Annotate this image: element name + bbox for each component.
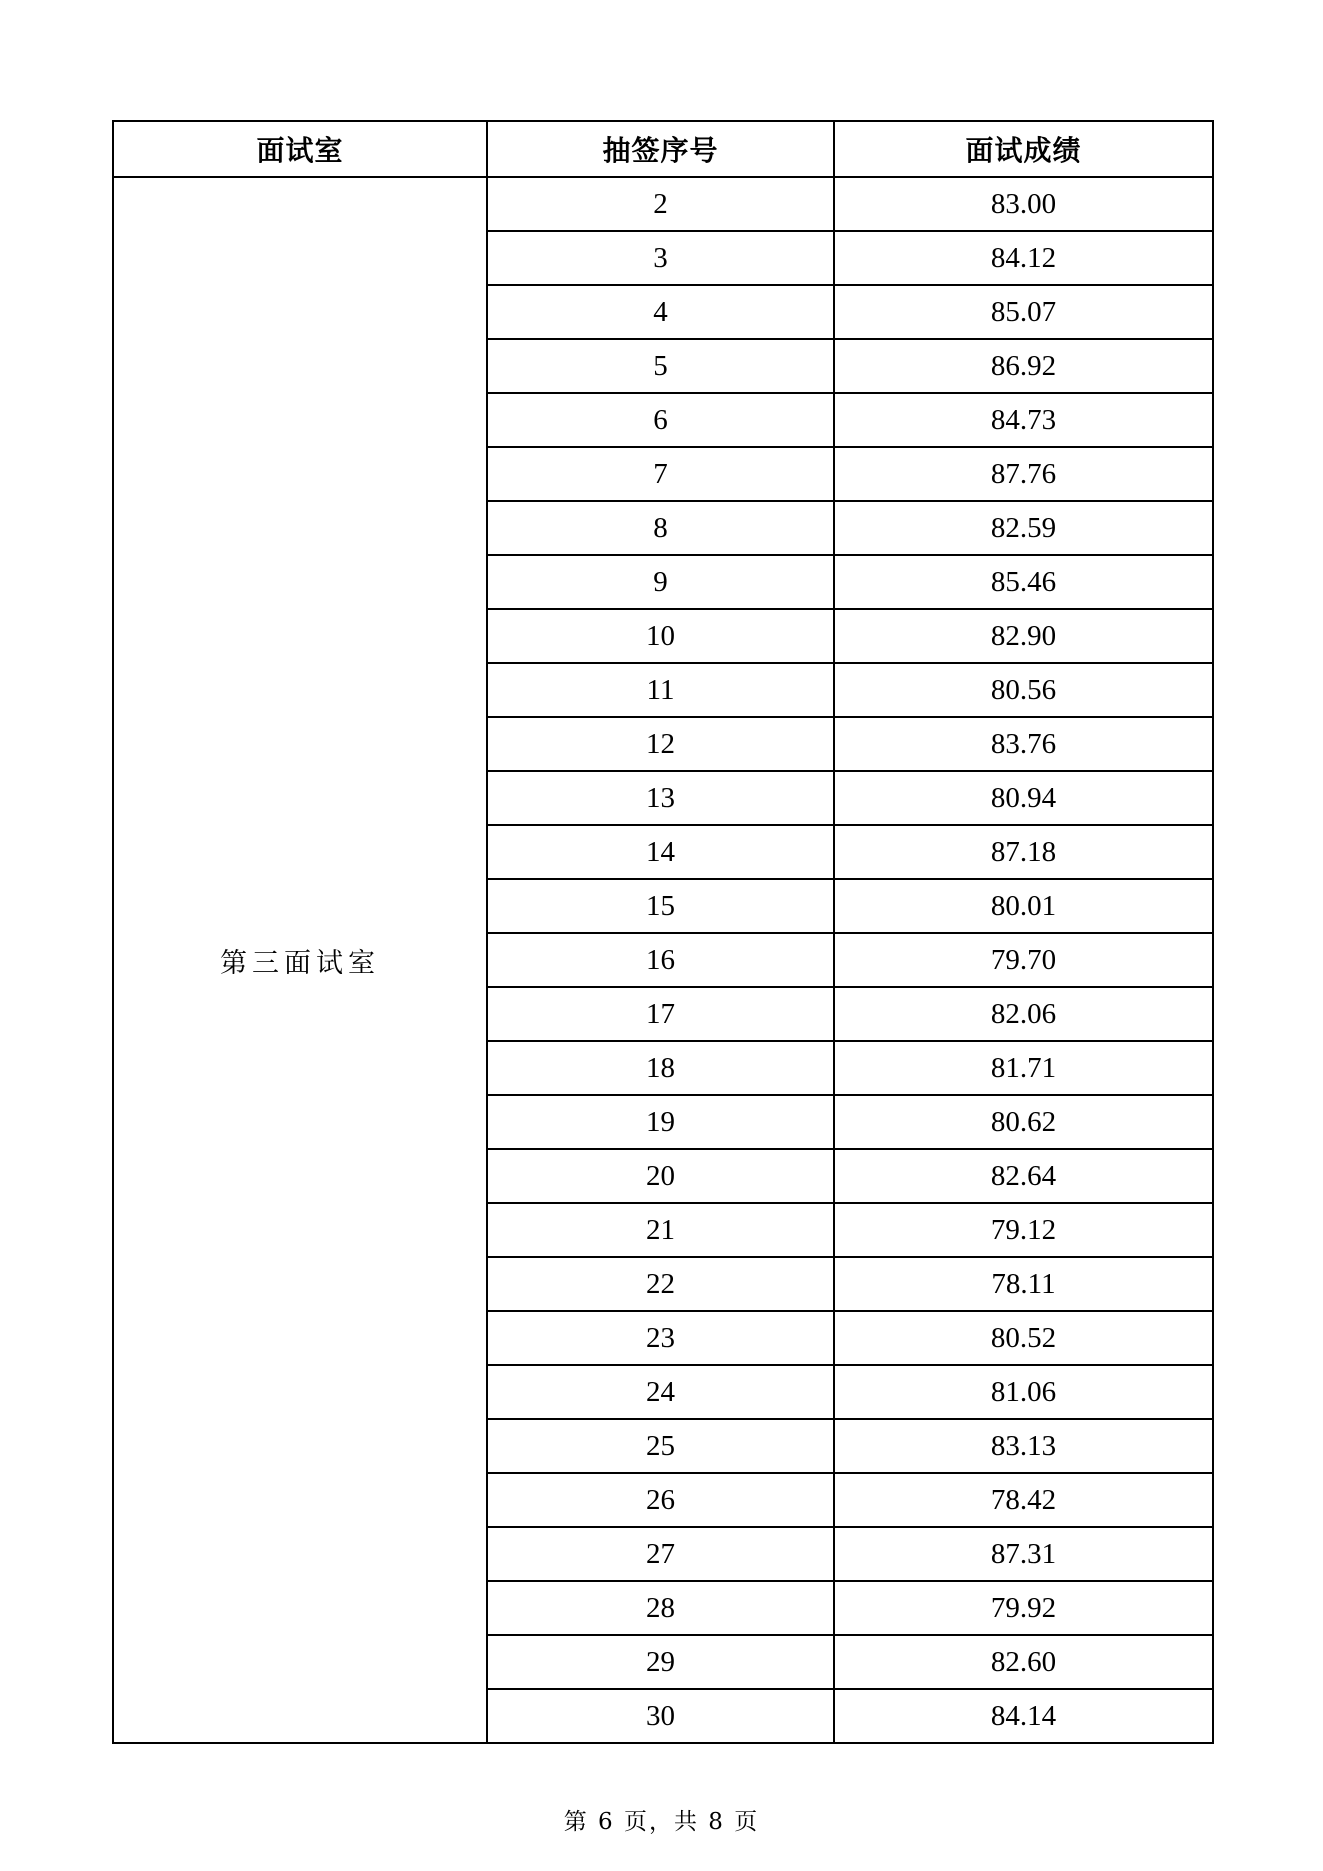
score-cell: 80.56 [834,663,1213,717]
draw-number-cell: 18 [487,1041,834,1095]
score-cell: 87.76 [834,447,1213,501]
score-cell: 84.73 [834,393,1213,447]
draw-number-cell: 20 [487,1149,834,1203]
score-cell: 87.31 [834,1527,1213,1581]
draw-number-cell: 7 [487,447,834,501]
score-cell: 80.01 [834,879,1213,933]
draw-number-cell: 9 [487,555,834,609]
header-draw-number: 抽签序号 [487,121,834,177]
score-cell: 82.90 [834,609,1213,663]
draw-number-cell: 14 [487,825,834,879]
draw-number-cell: 19 [487,1095,834,1149]
page-number-footer: 第 6 页，共 8 页 [563,1809,760,1835]
score-cell: 82.64 [834,1149,1213,1203]
header-row [113,121,1213,177]
score-cell: 85.07 [834,285,1213,339]
draw-number-cell: 28 [487,1581,834,1635]
score-cell: 87.18 [834,825,1213,879]
draw-number-cell: 13 [487,771,834,825]
draw-number-cell: 17 [487,987,834,1041]
score-cell: 80.62 [834,1095,1213,1149]
draw-number-cell: 3 [487,231,834,285]
score-cell: 79.12 [834,1203,1213,1257]
header-room: 面试室 [113,121,487,177]
draw-number-cell: 4 [487,285,834,339]
draw-number-cell: 2 [487,177,834,231]
table-row [113,177,1213,231]
score-cell: 83.00 [834,177,1213,231]
score-cell: 82.06 [834,987,1213,1041]
draw-number-cell: 10 [487,609,834,663]
draw-number-cell: 5 [487,339,834,393]
draw-number-cell: 6 [487,393,834,447]
draw-number-cell: 23 [487,1311,834,1365]
draw-number-cell: 24 [487,1365,834,1419]
draw-number-cell: 15 [487,879,834,933]
score-cell: 78.11 [834,1257,1213,1311]
score-cell: 79.70 [834,933,1213,987]
score-cell: 82.60 [834,1635,1213,1689]
draw-number-cell: 22 [487,1257,834,1311]
score-cell: 81.06 [834,1365,1213,1419]
draw-number-cell: 8 [487,501,834,555]
score-cell: 83.13 [834,1419,1213,1473]
draw-number-cell: 12 [487,717,834,771]
table-header [113,121,1213,177]
draw-number-cell: 30 [487,1689,834,1743]
score-cell: 82.59 [834,501,1213,555]
score-cell: 80.52 [834,1311,1213,1365]
score-cell: 78.42 [834,1473,1213,1527]
draw-number-cell: 16 [487,933,834,987]
header-score: 面试成绩 [834,121,1213,177]
draw-number-cell: 21 [487,1203,834,1257]
score-cell: 79.92 [834,1581,1213,1635]
table-body [113,177,1213,1743]
score-cell: 84.14 [834,1689,1213,1743]
score-cell: 80.94 [834,771,1213,825]
draw-number-cell: 29 [487,1635,834,1689]
score-cell: 86.92 [834,339,1213,393]
draw-number-cell: 27 [487,1527,834,1581]
draw-number-cell: 25 [487,1419,834,1473]
score-cell: 84.12 [834,231,1213,285]
score-cell: 83.76 [834,717,1213,771]
draw-number-cell: 26 [487,1473,834,1527]
score-cell: 81.71 [834,1041,1213,1095]
interview-score-table [112,120,1214,1744]
score-cell: 85.46 [834,555,1213,609]
room-name-cell: 第三面试室 [113,177,487,1743]
draw-number-cell: 11 [487,663,834,717]
